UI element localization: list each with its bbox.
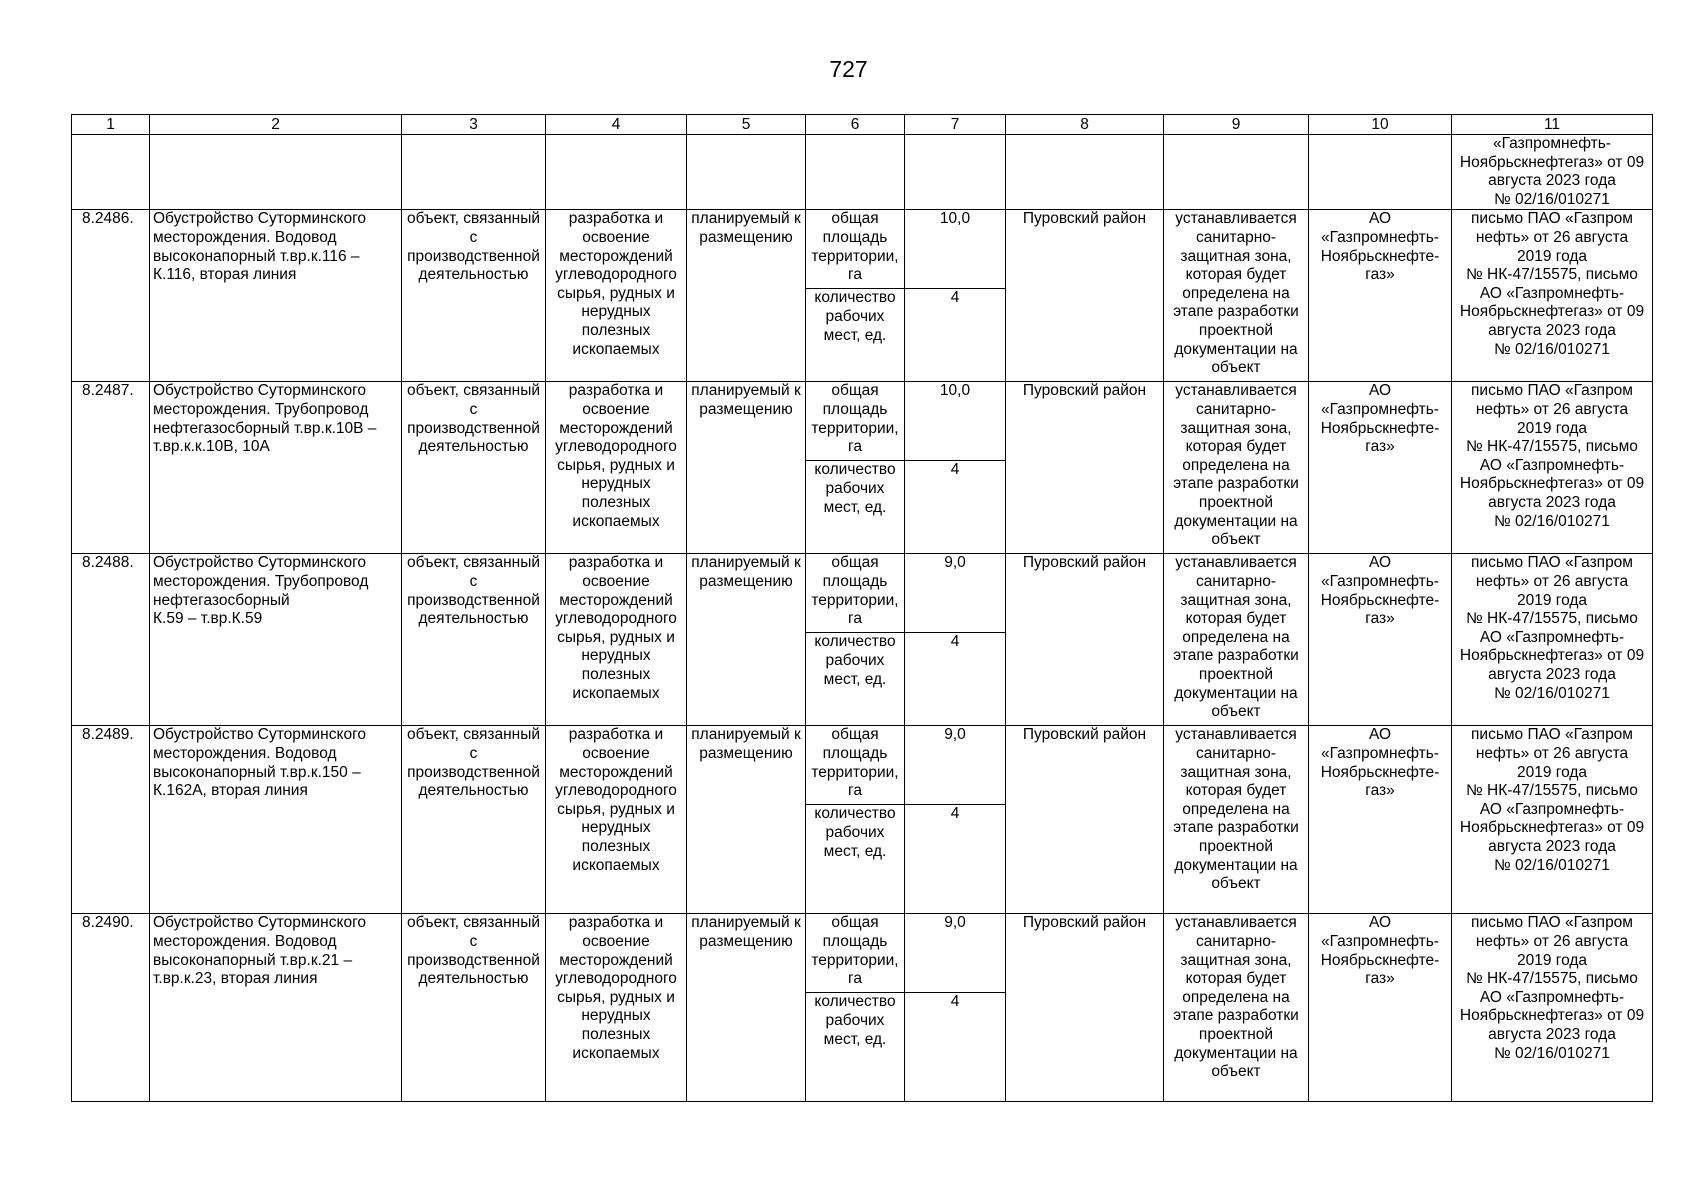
table-row — [72, 914, 1653, 993]
document-basis: письмо ПАО «Газпром нефть» от 26 августа 2019 года № НК-47/15575, письмо АО «Газпромнефть- Ноябрьскнефтегаз» от 09 августа 2023 года № 02/16/010271 — [1452, 210, 1653, 382]
object-location: Пуровский район — [1006, 382, 1164, 554]
characteristic-jobs-value: 4 — [905, 633, 1006, 726]
object-purpose: разработка и освоение месторождений углеводородного сырья, рудных и нерудных полезных ископаемых — [546, 914, 687, 1102]
continuation-row — [72, 135, 1653, 210]
object-name: Обустройство Суторминского месторождения. Водовод высоконапорный т.вр.к.150 – К.162А, вторая линия — [150, 726, 402, 914]
row-number: 8.2490. — [72, 914, 150, 1102]
responsible-organization: АО «Газпромнефть-Ноябрьскнефте-газ» — [1309, 382, 1452, 554]
document-basis: письмо ПАО «Газпром нефть» от 26 августа 2019 года № НК-47/15575, письмо АО «Газпромнефть- Ноябрьскнефтегаз» от 09 августа 2023 года № 02/16/010271 — [1452, 914, 1653, 1102]
column-number: 4 — [546, 115, 687, 135]
object-name: Обустройство Суторминского месторождения. Трубопровод нефтегазосборный К.59 – т.вр.К.59 — [150, 554, 402, 726]
table-row — [72, 726, 1653, 805]
column-number: 6 — [806, 115, 905, 135]
characteristic-jobs-value: 4 — [905, 805, 1006, 914]
object-type: объект, связанный с производственной деятельностью — [402, 210, 546, 382]
characteristic-jobs-label: количество рабочих мест, ед. — [806, 289, 905, 382]
document-basis: письмо ПАО «Газпром нефть» от 26 августа 2019 года № НК-47/15575, письмо АО «Газпромнефть- Ноябрьскнефтегаз» от 09 августа 2023 года № 02/16/010271 — [1452, 554, 1653, 726]
object-purpose: разработка и освоение месторождений углеводородного сырья, рудных и нерудных полезных ископаемых — [546, 554, 687, 726]
characteristic-area-value: 9,0 — [905, 914, 1006, 993]
characteristic-area-value: 10,0 — [905, 382, 1006, 461]
responsible-organization: АО «Газпромнефть-Ноябрьскнефте-газ» — [1309, 726, 1452, 914]
document-basis: письмо ПАО «Газпром нефть» от 26 августа 2019 года № НК-47/15575, письмо АО «Газпромнефть- Ноябрьскнефтегаз» от 09 августа 2023 года № 02/16/010271 — [1452, 382, 1653, 554]
column-number: 9 — [1164, 115, 1309, 135]
characteristic-area-value: 9,0 — [905, 726, 1006, 805]
row-number: 8.2488. — [72, 554, 150, 726]
object-type: объект, связанный с производственной деятельностью — [402, 726, 546, 914]
page-number: 727 — [829, 56, 868, 82]
object-name: Обустройство Суторминского месторождения. Водовод высоконапорный т.вр.к.116 – К.116, вторая линия — [150, 210, 402, 382]
object-name: Обустройство Суторминского месторождения. Трубопровод нефтегазосборный т.вр.к.10В – т.вр.к.к.10В, 10А — [150, 382, 402, 554]
object-location: Пуровский район — [1006, 210, 1164, 382]
responsible-organization: АО «Газпромнефть-Ноябрьскнефте-газ» — [1309, 914, 1452, 1102]
document-basis: письмо ПАО «Газпром нефть» от 26 августа 2019 года № НК-47/15575, письмо АО «Газпромнефть- Ноябрьскнефтегаз» от 09 августа 2023 года № 02/16/010271 — [1452, 726, 1653, 914]
characteristic-jobs-label: количество рабочих мест, ед. — [806, 461, 905, 554]
responsible-organization: АО «Газпромнефть-Ноябрьскнефте-газ» — [1309, 210, 1452, 382]
object-status: планируемый к размещению — [687, 554, 806, 726]
continuation-basis-cell: «Газпромнефть- Ноябрьскнефтегаз» от 09 августа 2023 года № 02/16/010271 — [1452, 135, 1653, 210]
protection-zone: устанавливается санитарно-защитная зона, которая будет определена на этапе разработки проектной документации на объект — [1164, 554, 1309, 726]
column-number: 10 — [1309, 115, 1452, 135]
object-type: объект, связанный с производственной деятельностью — [402, 914, 546, 1102]
object-purpose: разработка и освоение месторождений углеводородного сырья, рудных и нерудных полезных ископаемых — [546, 382, 687, 554]
characteristic-area-label: общая площадь территории, га — [806, 554, 905, 633]
object-status: планируемый к размещению — [687, 914, 806, 1102]
row-number: 8.2489. — [72, 726, 150, 914]
table-row — [72, 554, 1653, 633]
column-number: 8 — [1006, 115, 1164, 135]
characteristic-jobs-value: 4 — [905, 289, 1006, 382]
column-number: 11 — [1452, 115, 1653, 135]
object-location: Пуровский район — [1006, 914, 1164, 1102]
object-status: планируемый к размещению — [687, 382, 806, 554]
object-status: планируемый к размещению — [687, 210, 806, 382]
characteristic-jobs-value: 4 — [905, 461, 1006, 554]
characteristic-jobs-label: количество рабочих мест, ед. — [806, 633, 905, 726]
protection-zone: устанавливается санитарно-защитная зона, которая будет определена на этапе разработки проектной документации на объект — [1164, 726, 1309, 914]
objects-table — [71, 114, 1653, 1102]
object-name: Обустройство Суторминского месторождения. Водовод высоконапорный т.вр.к.21 – т.вр.к.23, вторая линия — [150, 914, 402, 1102]
column-number: 3 — [402, 115, 546, 135]
characteristic-area-label: общая площадь территории, га — [806, 382, 905, 461]
object-location: Пуровский район — [1006, 726, 1164, 914]
characteristic-jobs-label: количество рабочих мест, ед. — [806, 805, 905, 914]
column-number: 1 — [72, 115, 150, 135]
object-status: планируемый к размещению — [687, 726, 806, 914]
protection-zone: устанавливается санитарно-защитная зона, которая будет определена на этапе разработки проектной документации на объект — [1164, 210, 1309, 382]
responsible-organization: АО «Газпромнефть-Ноябрьскнефте-газ» — [1309, 554, 1452, 726]
table-row — [72, 382, 1653, 461]
table-body — [72, 210, 1653, 1102]
column-number: 2 — [150, 115, 402, 135]
characteristic-area-value: 9,0 — [905, 554, 1006, 633]
characteristic-jobs-value: 4 — [905, 993, 1006, 1102]
column-number: 7 — [905, 115, 1006, 135]
object-location: Пуровский район — [1006, 554, 1164, 726]
characteristic-area-label: общая площадь территории, га — [806, 914, 905, 993]
characteristic-area-label: общая площадь территории, га — [806, 726, 905, 805]
characteristic-jobs-label: количество рабочих мест, ед. — [806, 993, 905, 1102]
column-number: 5 — [687, 115, 806, 135]
object-type: объект, связанный с производственной деятельностью — [402, 382, 546, 554]
characteristic-area-label: общая площадь территории, га — [806, 210, 905, 289]
object-purpose: разработка и освоение месторождений углеводородного сырья, рудных и нерудных полезных ископаемых — [546, 210, 687, 382]
row-number: 8.2487. — [72, 382, 150, 554]
protection-zone: устанавливается санитарно-защитная зона, которая будет определена на этапе разработки проектной документации на объект — [1164, 914, 1309, 1102]
table-row — [72, 210, 1653, 289]
characteristic-area-value: 10,0 — [905, 210, 1006, 289]
row-number: 8.2486. — [72, 210, 150, 382]
protection-zone: устанавливается санитарно-защитная зона, которая будет определена на этапе разработки проектной документации на объект — [1164, 382, 1309, 554]
object-type: объект, связанный с производственной деятельностью — [402, 554, 546, 726]
column-number-row — [72, 115, 1653, 135]
object-purpose: разработка и освоение месторождений углеводородного сырья, рудных и нерудных полезных ископаемых — [546, 726, 687, 914]
